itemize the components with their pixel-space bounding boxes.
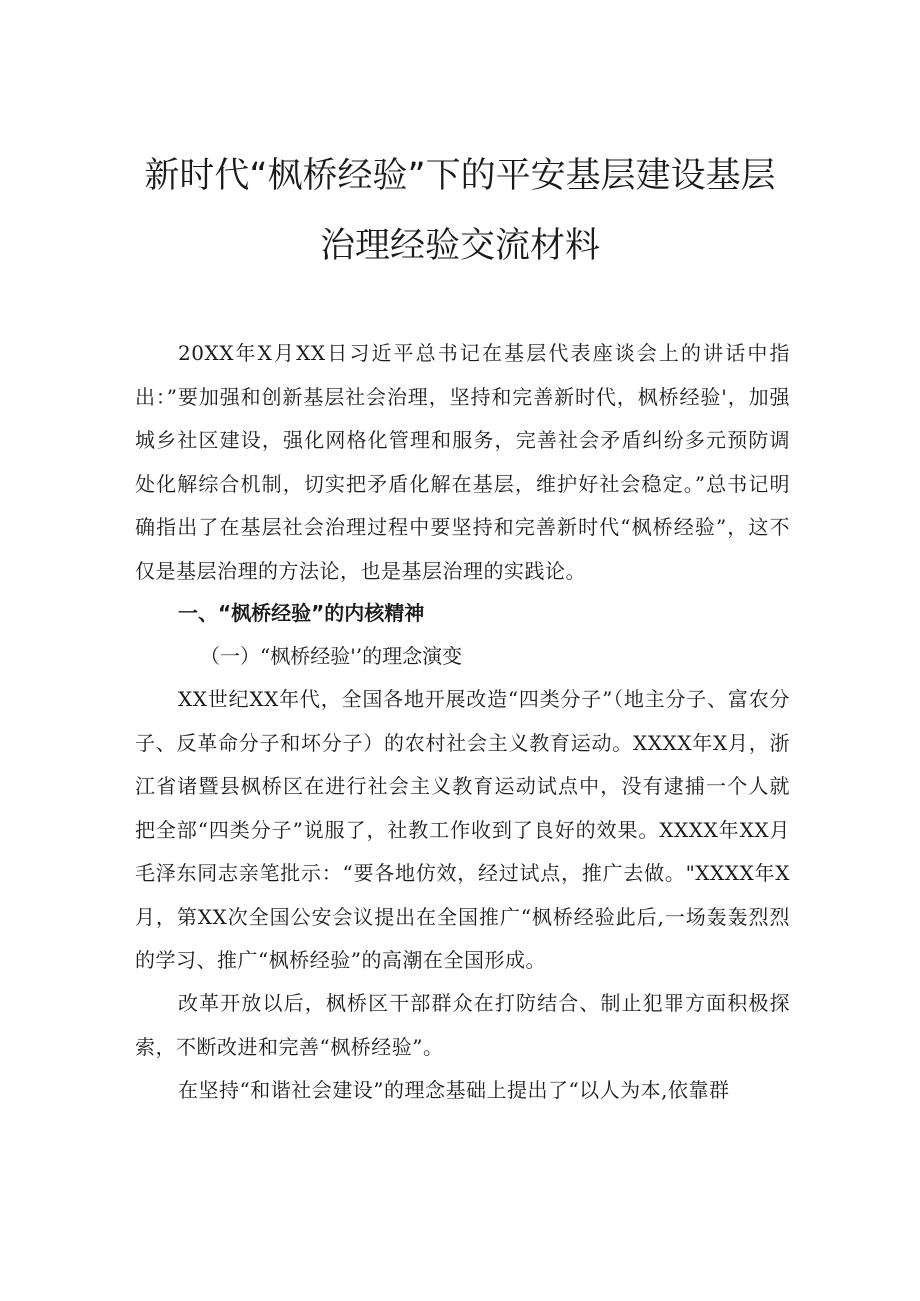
paragraph-intro: 20XX年X月XX日习近平总书记在基层代表座谈会上的讲话中指出：”要加强和创新基层社会治理，坚持和完善新时代，枫桥经验'，加强城乡社区建设，强化网格化管理和服务，完善社会矛盾纠纷多元预防调处化解综合机制，切实把矛盾化解在基层，维护好社会稳定。”总书记明确指出了在基层社会治理过程中要坚持和完善新时代“枫桥经验”，这不仅是基层治理的方法论，也是基层治理的实践论。 <box>135 341 790 583</box>
document-title-line-2: 治理经验交流材料 <box>319 226 600 266</box>
paragraph-harmony: 在坚持“和谐社会建设”的理念基础上提出了“以人为本,依靠群 <box>178 1078 730 1102</box>
paragraph-reform: 改革开放以后，枫桥区干部群众在打防结合、制止犯罪方面积极探索，不断改进和完善“枫桥经验”。 <box>135 991 790 1059</box>
paragraph-history: XX世纪XX年代，全国各地开展改造“四类分子”（地主分子、富农分子、反革命分子和坏分子）的农村社会主义教育运动。XXXX年X月，浙江省诸暨县枫桥区在进行社会主义教育运动试点中，没有逮捕一个人就把全部“四类分子”说服了，社教工作收到了良好的效果。XXXX年XX月毛泽东同志亲笔批示：“要各地仿效，经过试点，推广去做。"XXXX年X月，第XX次全国公安会议提出在全国推广“枫桥经验此后,一场轰轰烈烈的学习、推广“枫桥经验”的高潮在全国形成。 <box>135 687 790 972</box>
subsection-heading-1: （一）“枫桥经验'’的理念演变 <box>200 644 463 668</box>
document-title-line-1: 新时代“枫桥经验”下的平安基层建设基层 <box>144 156 776 196</box>
section-heading-1: 一、“枫桥经验”的内核精神 <box>178 601 425 625</box>
